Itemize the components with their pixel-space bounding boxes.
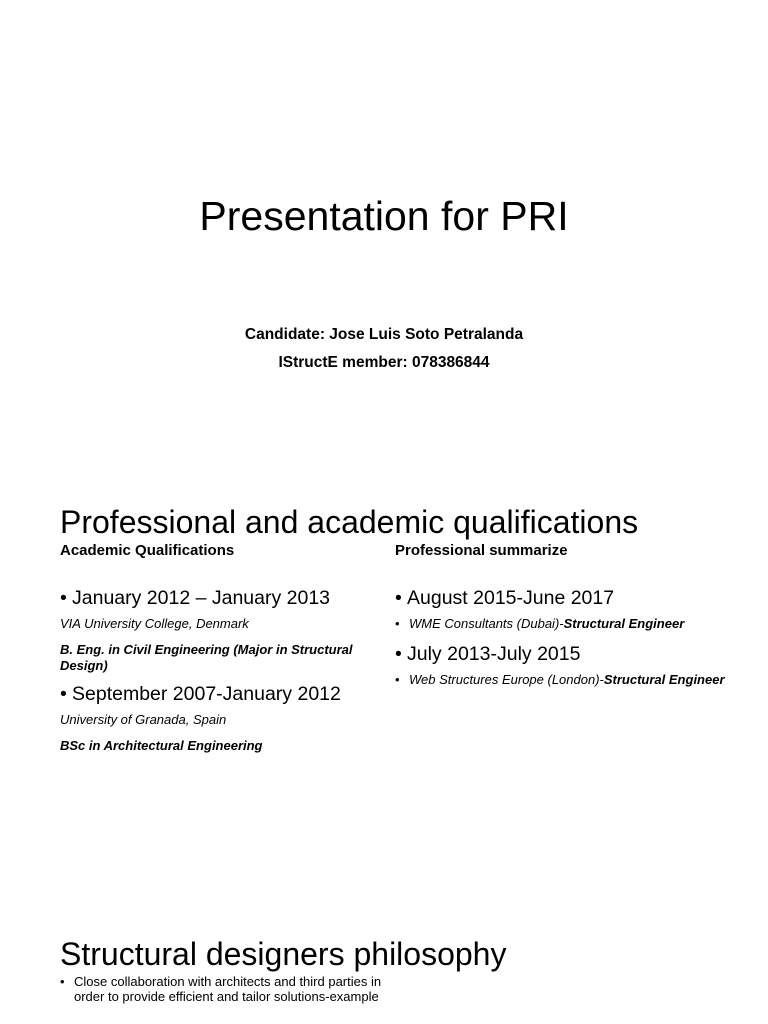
bullet-icon: •	[395, 587, 402, 609]
academic-entry-2-degree: BSc in Architectural Engineering	[60, 738, 263, 753]
academic-heading: Academic Qualifications	[60, 542, 235, 559]
title-slide	[0, 0, 768, 432]
candidate-name: Candidate: Jose Luis Soto Petralanda	[244, 326, 524, 343]
academic-entry-1-dates: • January 2012 – January 2013	[60, 587, 331, 609]
professional-heading: Professional summarize	[395, 542, 568, 559]
qualifications-title: Professional and academic qualifications	[60, 503, 639, 540]
professional-entry-2-dates: • July 2013-July 2015	[395, 643, 581, 665]
bullet-icon: •	[60, 683, 67, 705]
academic-entry-1-degree: B. Eng. in Civil Engineering (Major in Structural Design)	[60, 642, 353, 673]
list-item: • Close collaboration with architects and third parties in order to provide efficient and tailor solutions-example	[60, 974, 382, 1004]
philosophy-slide	[0, 864, 768, 1024]
professional-column	[395, 542, 725, 698]
member-number: IStructE member: 078386844	[278, 354, 490, 371]
bullet-icon: •	[60, 587, 67, 609]
professional-entry-1-dates: • August 2015-June 2017	[395, 587, 615, 609]
bullet-icon: •	[395, 643, 402, 665]
academic-column	[60, 542, 378, 762]
academic-entry-2-dates: • September 2007-January 2012	[60, 683, 341, 705]
candidate-info	[0, 321, 768, 377]
bullet-icon: •	[395, 672, 400, 687]
qualifications-slide	[0, 432, 768, 864]
academic-entry-1-institution: VIA University College, Denmark	[60, 616, 249, 631]
philosophy-list	[60, 974, 390, 1004]
professional-entry-2-role: • Web Structures Europe (London)-Structural Engineer	[395, 672, 725, 687]
philosophy-title: Structural designers philosophy	[60, 935, 507, 972]
professional-entry-1-role: • WME Consultants (Dubai)-Structural Engineer	[395, 616, 685, 631]
bullet-icon: •	[60, 974, 65, 989]
bullet-icon: •	[395, 616, 400, 631]
presentation-title: Presentation for PRI	[199, 193, 569, 240]
academic-entry-2-institution: University of Granada, Spain	[60, 712, 227, 727]
